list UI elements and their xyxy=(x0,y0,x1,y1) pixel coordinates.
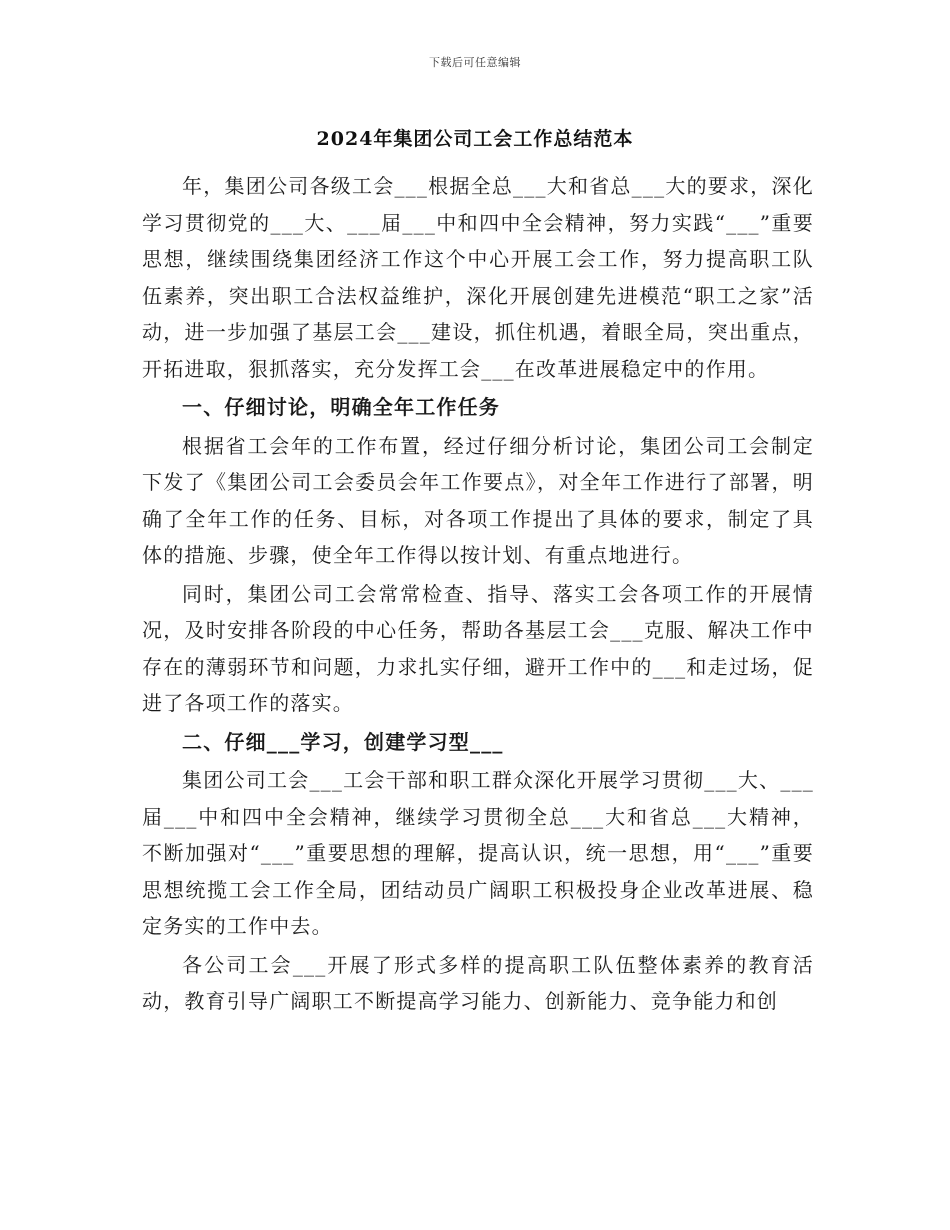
header-note: 下载后可任意编辑 xyxy=(429,56,521,69)
document-body xyxy=(142,168,814,1022)
paragraph-section1-a: 根据省工会年的工作布置，经过仔细分析讨论，集团公司工会制定下发了《集团公司工会委员会年工作要点》，对全年工作进行了部署，明确了全年工作的任务、目标，对各项工作提出了具体的要求，制定了具体的措施、步骤，使全年工作得以按计划、有重点地进行。 xyxy=(142,433,814,567)
paragraph-section2-a: 集团公司工会___工会干部和职工群众深化开展学习贯彻___大、___届___中和四中全会精神，继续学习贯彻全总___大和省总___大精神，不断加强对“___”重要思想的理解，提高认识，统一思想，用“___”重要思想统揽工会工作全局，团结动员广阔职工积极投身企业改革进展、稳定务实的工作中去。 xyxy=(142,768,814,938)
paragraph-section2-b: 各公司工会___开展了形式多样的提高职工队伍整体素养的教育活动，教育引导广阔职工不断提高学习能力、创新能力、竞争能力和创 xyxy=(142,952,814,1013)
paragraph-intro: 年，集团公司各级工会___根据全总___大和省总___大的要求，深化学习贯彻党的___大、___届___中和四中全会精神，努力实践“___”重要思想，继续围绕集团经济工作这个中心开展工会工作，努力提高职工队伍素养，突出职工合法权益维护，深化开展创建先进模范“职工之家”活动，进一步加强了基层工会___建设，抓住机遇，着眼全局，突出重点，开拓进取，狠抓落实，充分发挥工会___在改革进展稳定中的作用。 xyxy=(142,174,814,381)
section-heading-2: 二、仔细___学习，创建学习型___ xyxy=(182,729,504,754)
document-title: 2024年集团公司工会工作总结范本 xyxy=(316,128,634,150)
section-heading-1: 一、仔细讨论，明确全年工作任务 xyxy=(182,395,500,419)
paragraph-section1-b: 同时，集团公司工会常常检查、指导、落实工会各项工作的开展情况，及时安排各阶段的中心任务，帮助各基层工会___克服、解决工作中存在的薄弱环节和问题，力求扎实仔细，避开工作中的___和走过场，促进了各项工作的落实。 xyxy=(142,581,814,715)
